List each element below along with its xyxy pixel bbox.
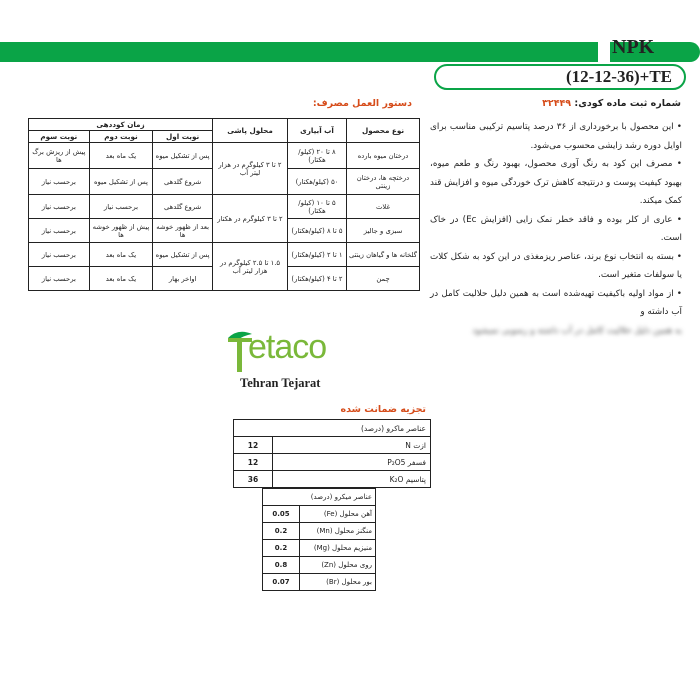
cell-third: برحسب نیاز	[29, 243, 90, 267]
header-irrigation: آب آبیاری	[288, 119, 347, 143]
cell-first: اواخر بهار	[153, 267, 213, 291]
cell-second: برحسب نیاز	[89, 195, 153, 219]
usage-title: دستور العمل مصرف:	[312, 98, 412, 109]
micro-value: 0.07	[263, 574, 300, 591]
cell-crop: چمن	[347, 267, 420, 291]
description-line: • از مواد اولیه باکیفیت تهیه‌شده است به همین دلیل حلالیت کامل در آب داشته و	[430, 288, 682, 317]
cell-crop: درختان میوه بارده	[347, 143, 420, 169]
cell-foliar: ۲ تا ۳ کیلوگرم در هکتار	[213, 195, 288, 243]
formula-text: (12-12-36)+TE	[565, 67, 672, 86]
description-line: • بسته به انتخاب نوع برند، عناصر ریزمغذی در این کود به شکل کلات یا سولفات متغیر است.	[430, 251, 682, 280]
micro-name: روی محلول (Zn)	[300, 557, 376, 574]
macro-header: عناصر ماکرو (درصد)	[234, 420, 431, 437]
table-row	[29, 143, 420, 169]
formula-pill	[434, 64, 686, 90]
table-row	[263, 557, 376, 574]
cell-crop: سبزی و جالیز	[347, 219, 420, 243]
micro-name: بور محلول (Br)	[300, 574, 376, 591]
table-row	[263, 506, 376, 523]
header-first: نوبت اول	[153, 131, 213, 143]
cell-irrigation: ۸ تا ۲۰ (کیلو/هکتار)	[288, 143, 347, 169]
logo-wordmark: etaco	[248, 328, 327, 366]
table-row	[263, 540, 376, 557]
micro-name: آهن محلول (Fe)	[300, 506, 376, 523]
cell-third: برحسب نیاز	[29, 169, 90, 195]
macro-name: ازت N	[273, 437, 431, 454]
cell-second: پس از تشکیل میوه	[89, 169, 153, 195]
header-crop: نوع محصول	[347, 119, 420, 143]
cell-third: برحسب نیاز	[29, 267, 90, 291]
micro-value: 0.05	[263, 506, 300, 523]
macro-name: پتاسیم K₂O	[273, 471, 431, 488]
micro-value: 0.2	[263, 540, 300, 557]
micro-table	[262, 488, 376, 591]
cell-irrigation: ۵ تا ۱۰ (کیلو/هکتار)	[288, 195, 347, 219]
cell-first: پس از تشکیل میوه	[153, 143, 213, 169]
table-row	[234, 454, 431, 471]
cell-crop: درختچه ها، درختان زینتی	[347, 169, 420, 195]
table-row	[29, 195, 420, 219]
description-blurred-line: به همین دلیل حلالیت کامل در آب داشته و رسوبی نمیشود	[472, 325, 682, 336]
table-row	[263, 523, 376, 540]
cell-first: بعد از ظهور خوشه ها	[153, 219, 213, 243]
cell-first: شروع گلدهی	[153, 195, 213, 219]
micro-header: عناصر میکرو (درصد)	[263, 489, 376, 506]
micro-name: منیزیم محلول (Mg)	[300, 540, 376, 557]
cell-second: یک ماه بعد	[89, 243, 153, 267]
header-foliar: محلول پاشی	[213, 119, 288, 143]
cell-foliar: ۱.۵ تا ۲.۵ کیلوگرم در هزار لیتر آب	[213, 243, 288, 291]
description-line: • این محصول با برخورداری از ۳۶ درصد پتاسیم ترکیبی مناسب برای اوایل دوره رشد زایشی محسوب می‌شود.	[430, 122, 682, 151]
cell-third: برحسب نیاز	[29, 195, 90, 219]
macro-value: 12	[234, 437, 273, 454]
registration-number: ۳۲۴۴۹	[542, 98, 572, 109]
cell-irrigation: ۵ تا ۸ (کیلو/هکتار)	[288, 219, 347, 243]
macro-value: 12	[234, 454, 273, 471]
registration-label: شماره ثبت ماده کودی:	[574, 98, 681, 109]
header-third: نوبت سوم	[29, 131, 90, 143]
cell-irrigation: ۵۰ (کیلو/هکتار)	[288, 169, 347, 195]
table-row	[234, 471, 431, 488]
cell-crop: گلخانه ها و گیاهان زینتی	[347, 243, 420, 267]
micro-value: 0.2	[263, 523, 300, 540]
cell-foliar: ۲ تا ۳ کیلوگرم در هزار لیتر آب	[213, 143, 288, 195]
tetaco-logo	[226, 328, 376, 398]
table-row	[234, 437, 431, 454]
guaranteed-analysis-title: تجزیه ضمانت شده	[340, 404, 426, 415]
registration-line	[542, 98, 681, 109]
header-bar-gap	[598, 42, 610, 62]
logo-subtitle: Tehran Tejarat	[240, 376, 321, 390]
table-row	[263, 574, 376, 591]
cell-second: پیش از ظهور خوشه ها	[89, 219, 153, 243]
description-line: • مصرف این کود به رنگ آوری محصول، بهبود رنگ و طعم میوه، بهبود کیفیت پوست و درنتیجه کاهش ترک خوردگی میوه و افزایش قند کمک میکند.	[430, 159, 682, 206]
header-second: نوبت دوم	[89, 131, 153, 143]
micro-name: منگنز محلول (Mn)	[300, 523, 376, 540]
table-row	[29, 243, 420, 267]
cell-first: شروع گلدهی	[153, 169, 213, 195]
cell-irrigation: ۱ تا ۲ (کیلو/هکتار)	[288, 243, 347, 267]
product-description	[430, 118, 682, 340]
product-name: NPK	[612, 36, 655, 58]
description-line: • عاری از کلر بوده و فاقد خطر نمک زایی (افزایش Ec) در خاک است.	[430, 214, 682, 243]
macro-value: 36	[234, 471, 273, 488]
cell-third: پیش از ریزش برگ ها	[29, 143, 90, 169]
cell-first: پس از تشکیل میوه	[153, 243, 213, 267]
cell-crop: غلات	[347, 195, 420, 219]
micro-value: 0.8	[263, 557, 300, 574]
usage-table	[28, 118, 420, 291]
macro-name: فسفر P₂O5	[273, 454, 431, 471]
header-green-bar	[0, 42, 700, 62]
header-timing: زمان کوددهی	[29, 119, 213, 131]
cell-third: برحسب نیاز	[29, 219, 90, 243]
cell-second: یک ماه بعد	[89, 267, 153, 291]
cell-irrigation: ۲ تا ۴ (کیلو/هکتار)	[288, 267, 347, 291]
cell-second: یک ماه بعد	[89, 143, 153, 169]
macro-table	[233, 419, 431, 488]
